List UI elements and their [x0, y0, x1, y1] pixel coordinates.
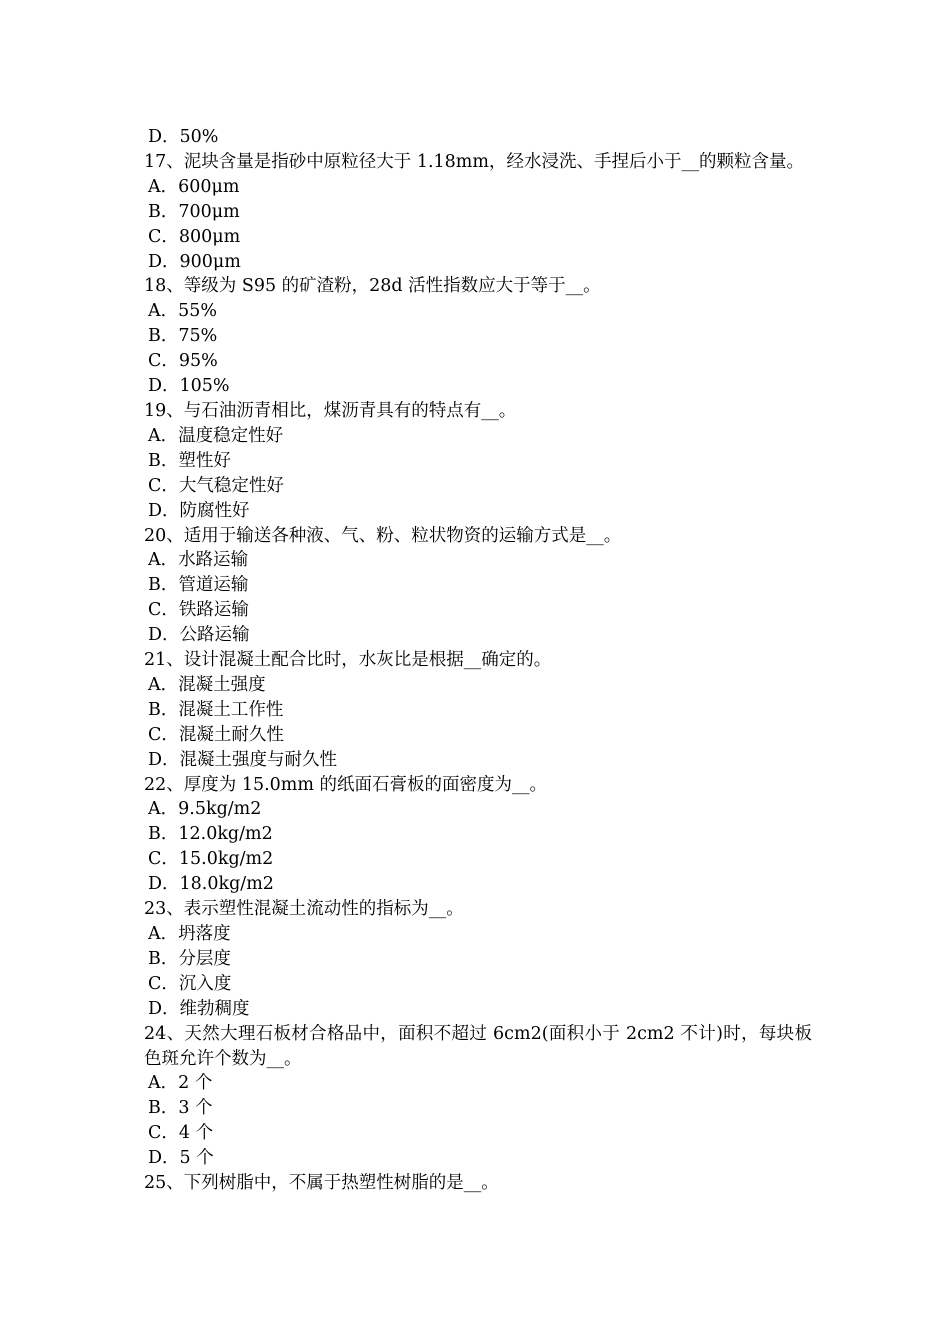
option-24-a: A．2 个	[148, 1073, 213, 1094]
option-18-d: D．105%	[148, 376, 230, 397]
option-22-d: D．18.0kg/m2	[148, 874, 274, 895]
option-22-a: A．9.5kg/m2	[148, 799, 262, 820]
question-24: 24、天然大理石板材合格品中，面积不超过 6cm2(面积小于 2cm2 不计)时，每块板色斑允许个数为__。	[144, 1023, 812, 1069]
option-23-b: B．分层度	[148, 948, 231, 969]
question-20: 20、适用于输送各种液、气、粉、粒状物资的运输方式是__。	[144, 525, 622, 546]
question-22: 22、厚度为 15.0mm 的纸面石膏板的面密度为__。	[144, 774, 548, 795]
option-22-b: B．12.0kg/m2	[148, 824, 273, 845]
option-16-d: D．50%	[148, 127, 219, 147]
option-18-c: C．95%	[148, 351, 218, 372]
option-17-c: C．800μm	[148, 226, 241, 247]
question-17: 17、泥块含量是指砂中原粒径大于 1.18mm，经水浸洗、手捏后小于__的颗粒含量。	[144, 151, 804, 172]
option-18-a: A．55%	[148, 301, 218, 322]
option-24-b: B．3 个	[148, 1098, 213, 1119]
question-21: 21、设计混凝土配合比时，水灰比是根据__确定的。	[144, 650, 552, 671]
option-20-b: B．管道运输	[148, 575, 249, 596]
option-19-c: C．大气稳定性好	[148, 475, 284, 496]
question-18: 18、等级为 S95 的矿渣粉，28d 活性指数应大于等于__。	[144, 276, 601, 297]
option-23-c: C．沉入度	[148, 973, 232, 994]
option-17-d: D．900μm	[148, 251, 241, 272]
question-23: 23、表示塑性混凝土流动性的指标为__。	[144, 899, 464, 920]
option-23-a: A．坍落度	[148, 924, 231, 944]
option-19-a: A．温度稳定性好	[148, 425, 284, 446]
option-24-d: D．5 个	[148, 1148, 214, 1169]
option-21-a: A．混凝土强度	[148, 674, 266, 695]
option-24-c: C．4 个	[148, 1123, 214, 1144]
document-content	[144, 125, 812, 1196]
option-17-b: B．700μm	[148, 201, 240, 222]
option-19-b: B．塑性好	[148, 450, 231, 471]
option-21-b: B．混凝土工作性	[148, 699, 284, 720]
option-20-a: A．水路运输	[148, 550, 249, 571]
option-22-c: C．15.0kg/m2	[148, 849, 274, 870]
option-20-d: D．公路运输	[148, 625, 250, 646]
option-21-c: C．混凝土耐久性	[148, 724, 284, 745]
option-20-c: C．铁路运输	[148, 600, 249, 621]
question-19: 19、与石油沥青相比，煤沥青具有的特点有__。	[144, 400, 517, 421]
option-19-d: D．防腐性好	[148, 500, 250, 521]
question-25: 25、下列树脂中，不属于热塑性树脂的是__。	[144, 1173, 499, 1194]
option-23-d: D．维勃稠度	[148, 998, 250, 1019]
option-18-b: B．75%	[148, 326, 218, 347]
option-21-d: D．混凝土强度与耐久性	[148, 749, 338, 770]
option-17-a: A．600μm	[148, 176, 240, 197]
